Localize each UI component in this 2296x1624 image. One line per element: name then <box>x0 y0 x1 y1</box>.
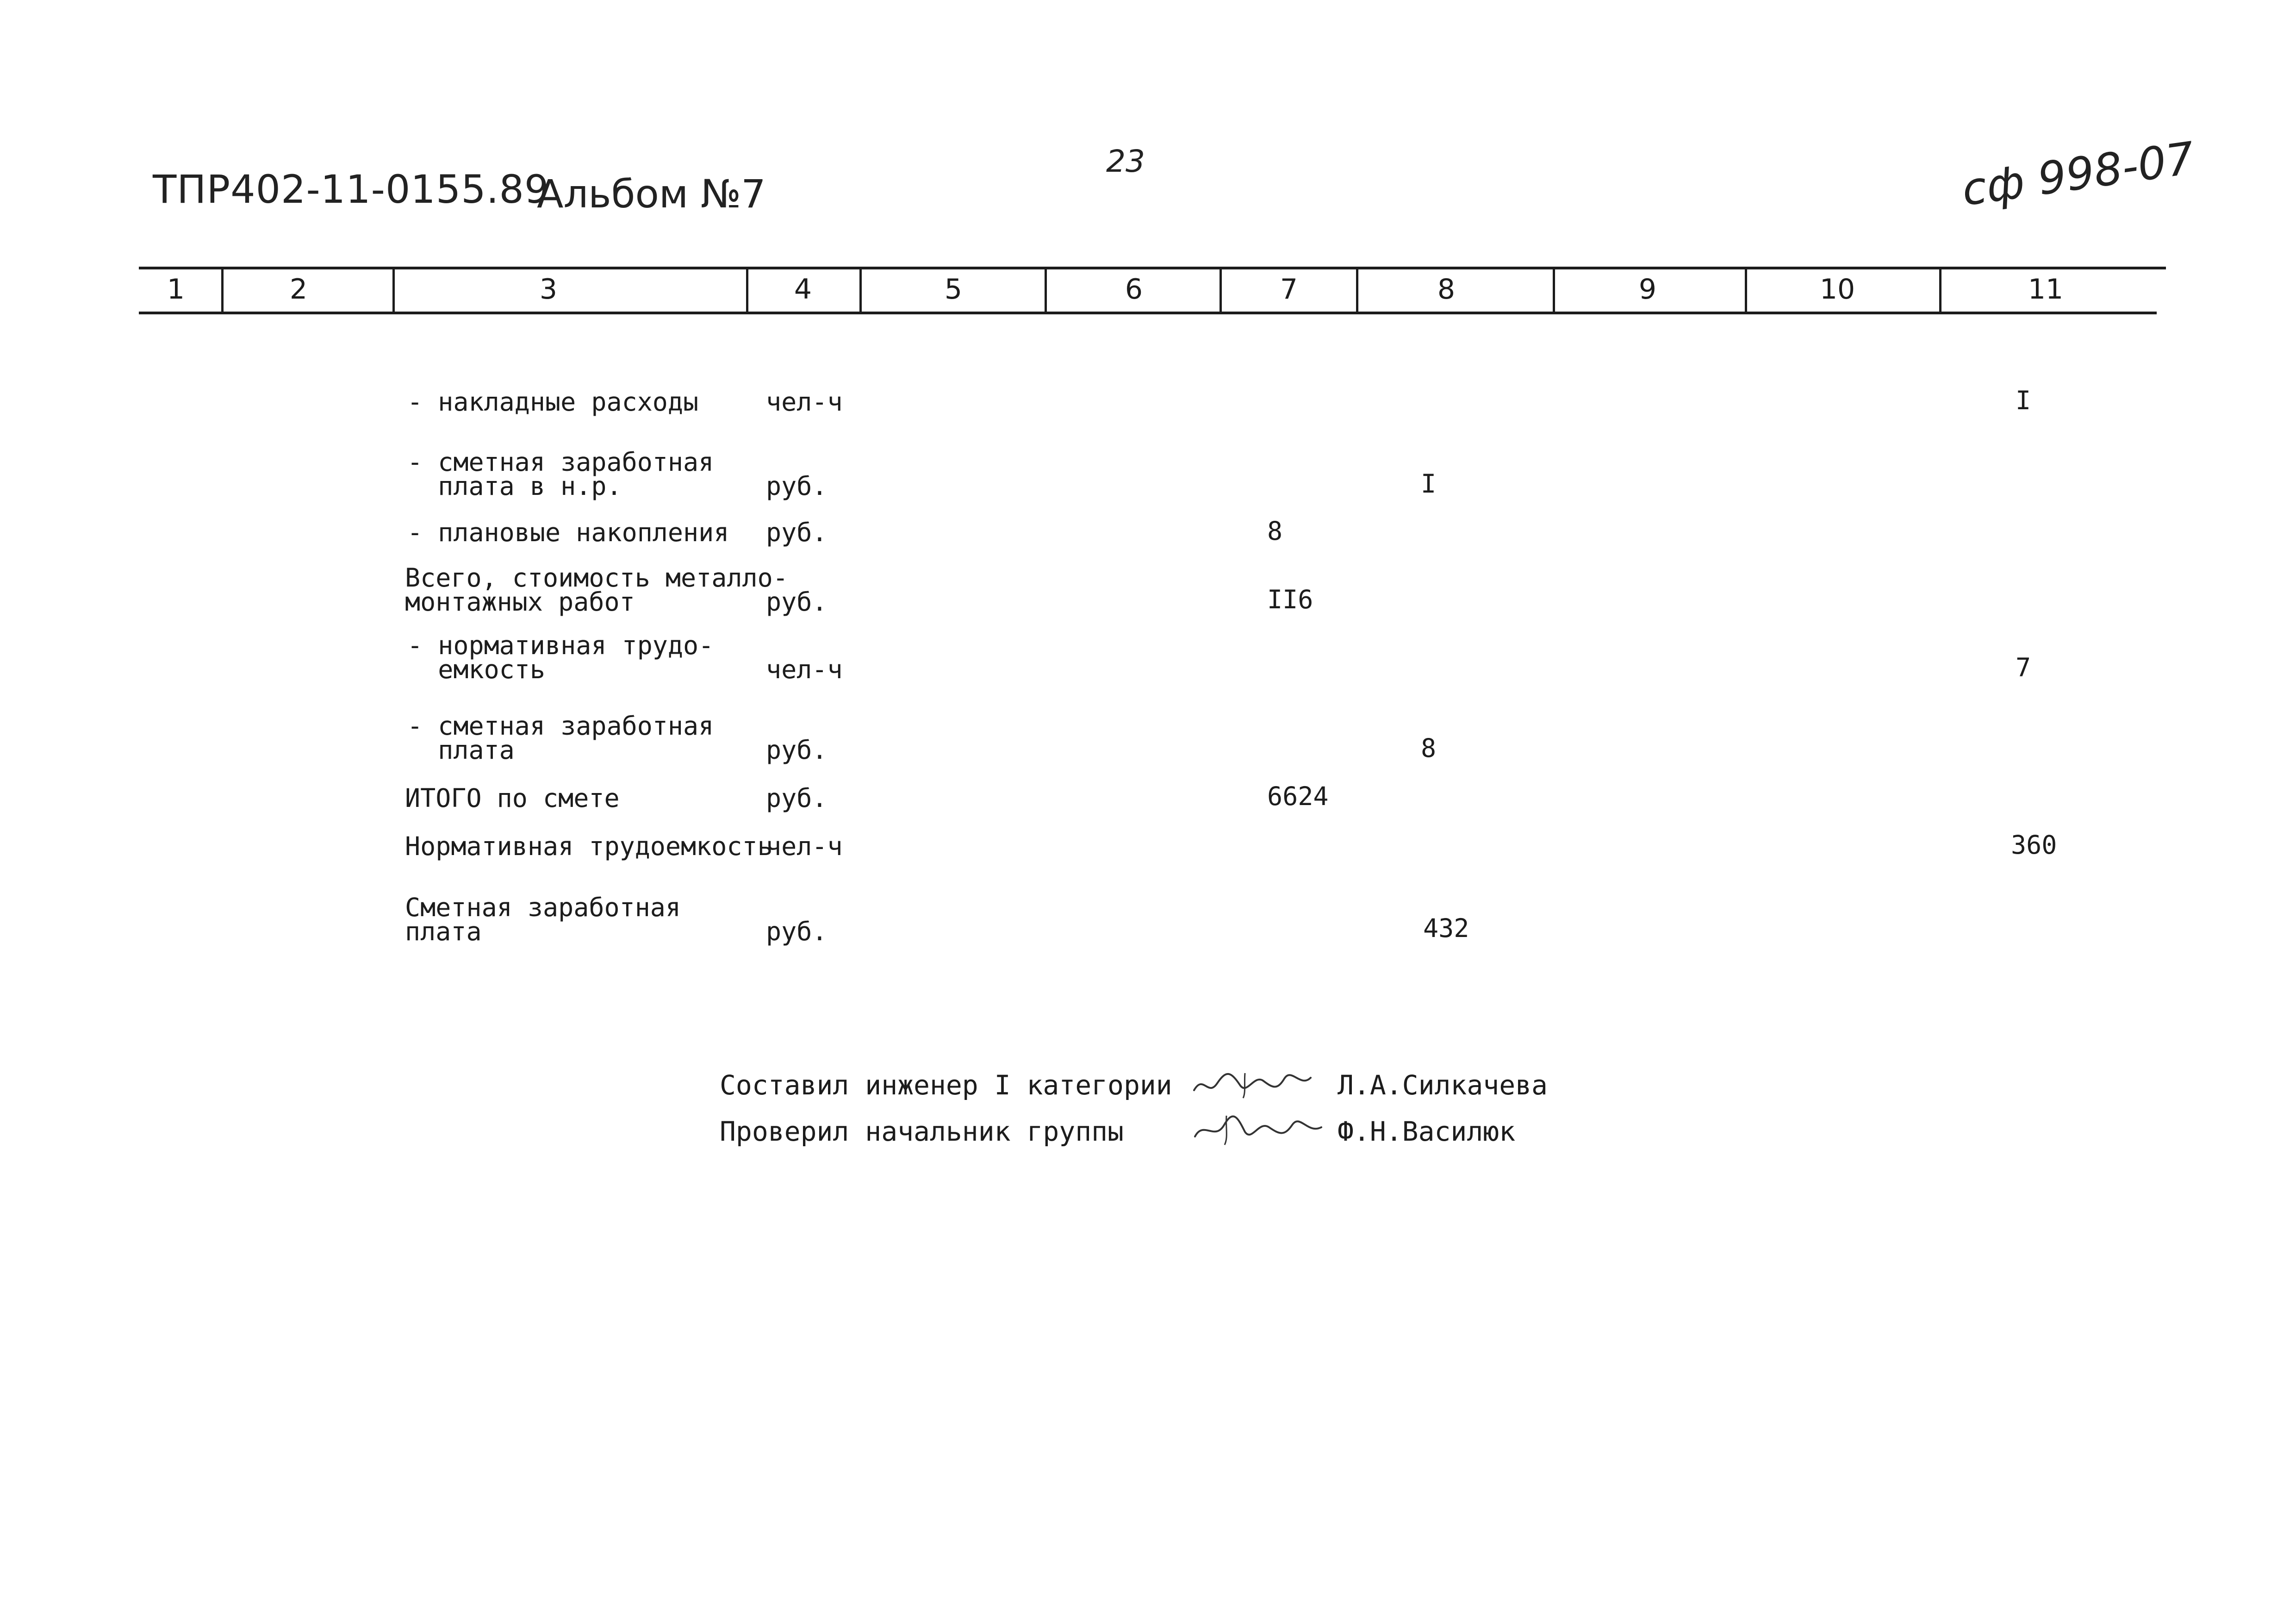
row-unit: руб. <box>766 783 828 813</box>
column-separator <box>1356 268 1358 313</box>
column-number: 3 <box>539 273 558 306</box>
row-unit: руб. <box>766 587 828 617</box>
signature-checker <box>1189 1109 1328 1148</box>
column-number: 10 <box>1819 273 1855 306</box>
column-number: 11 <box>2028 273 2064 306</box>
row-value-col7: 8 <box>1267 516 1283 546</box>
row-value-col8: I <box>1421 469 1437 499</box>
column-number: 5 <box>944 273 963 306</box>
album-number: Альбом №7 <box>537 171 766 217</box>
checker-name: Ф.Н.Василюк <box>1338 1116 1516 1147</box>
column-number: 4 <box>794 273 812 306</box>
column-number: 1 <box>167 273 185 306</box>
row-description: - нормативная трудо- емкость <box>407 631 714 684</box>
column-separator <box>1553 268 1555 313</box>
header-rule-top <box>139 267 2166 269</box>
column-separator <box>221 268 224 313</box>
column-number: 8 <box>1437 273 1456 306</box>
row-value-col8: 8 <box>1421 733 1437 763</box>
row-value-col7: II6 <box>1267 585 1313 614</box>
row-unit: руб. <box>766 518 828 547</box>
row-unit: руб. <box>766 735 828 765</box>
row-description: - сметная заработная плата в н.р. <box>407 447 714 501</box>
row-description: - плановые накопления <box>407 518 729 547</box>
row-value-col11: I <box>2016 386 2031 415</box>
column-separator <box>859 268 862 313</box>
row-unit: руб. <box>766 471 828 501</box>
column-number: 2 <box>289 273 308 306</box>
signature-compiler <box>1189 1065 1319 1102</box>
row-value-col8: 432 <box>1423 913 1469 943</box>
column-number: 6 <box>1125 273 1143 306</box>
column-number: 9 <box>1638 273 1657 306</box>
row-description: Нормативная трудоемкость <box>405 831 773 861</box>
row-value-col7: 6624 <box>1267 781 1329 811</box>
row-description: - накладные расходы <box>407 387 699 417</box>
column-separator <box>392 268 395 313</box>
archive-mark: сф 998-07 <box>1959 132 2198 216</box>
row-value-col11: 7 <box>2016 653 2031 682</box>
row-description: ИТОГО по смете <box>405 783 620 813</box>
column-separator <box>1045 268 1047 313</box>
row-unit: чел-ч <box>766 831 843 861</box>
header-rule-bottom <box>139 312 2157 314</box>
column-separator <box>1939 268 1941 313</box>
column-separator <box>746 268 748 313</box>
column-separator <box>1745 268 1747 313</box>
column-separator <box>1220 268 1222 313</box>
checked-by-label: Проверил начальник группы <box>720 1116 1124 1147</box>
row-unit: чел-ч <box>766 655 843 684</box>
row-value-col11: 360 <box>2011 830 2057 860</box>
row-description: - сметная заработная плата <box>407 711 714 765</box>
row-unit: руб. <box>766 917 828 946</box>
column-number: 7 <box>1280 273 1298 306</box>
compiled-by-label: Составил инженер I категории <box>720 1069 1172 1101</box>
row-unit: чел-ч <box>766 387 843 417</box>
row-description: Всего, стоимость металло- монтажных работ <box>405 563 788 617</box>
compiler-name: Л.А.Силкачева <box>1338 1069 1548 1101</box>
document-code: ТПР402-11-0155.89 <box>153 167 550 212</box>
page-number: 23 <box>1106 144 1145 179</box>
row-description: Сметная заработная плата <box>405 893 681 946</box>
